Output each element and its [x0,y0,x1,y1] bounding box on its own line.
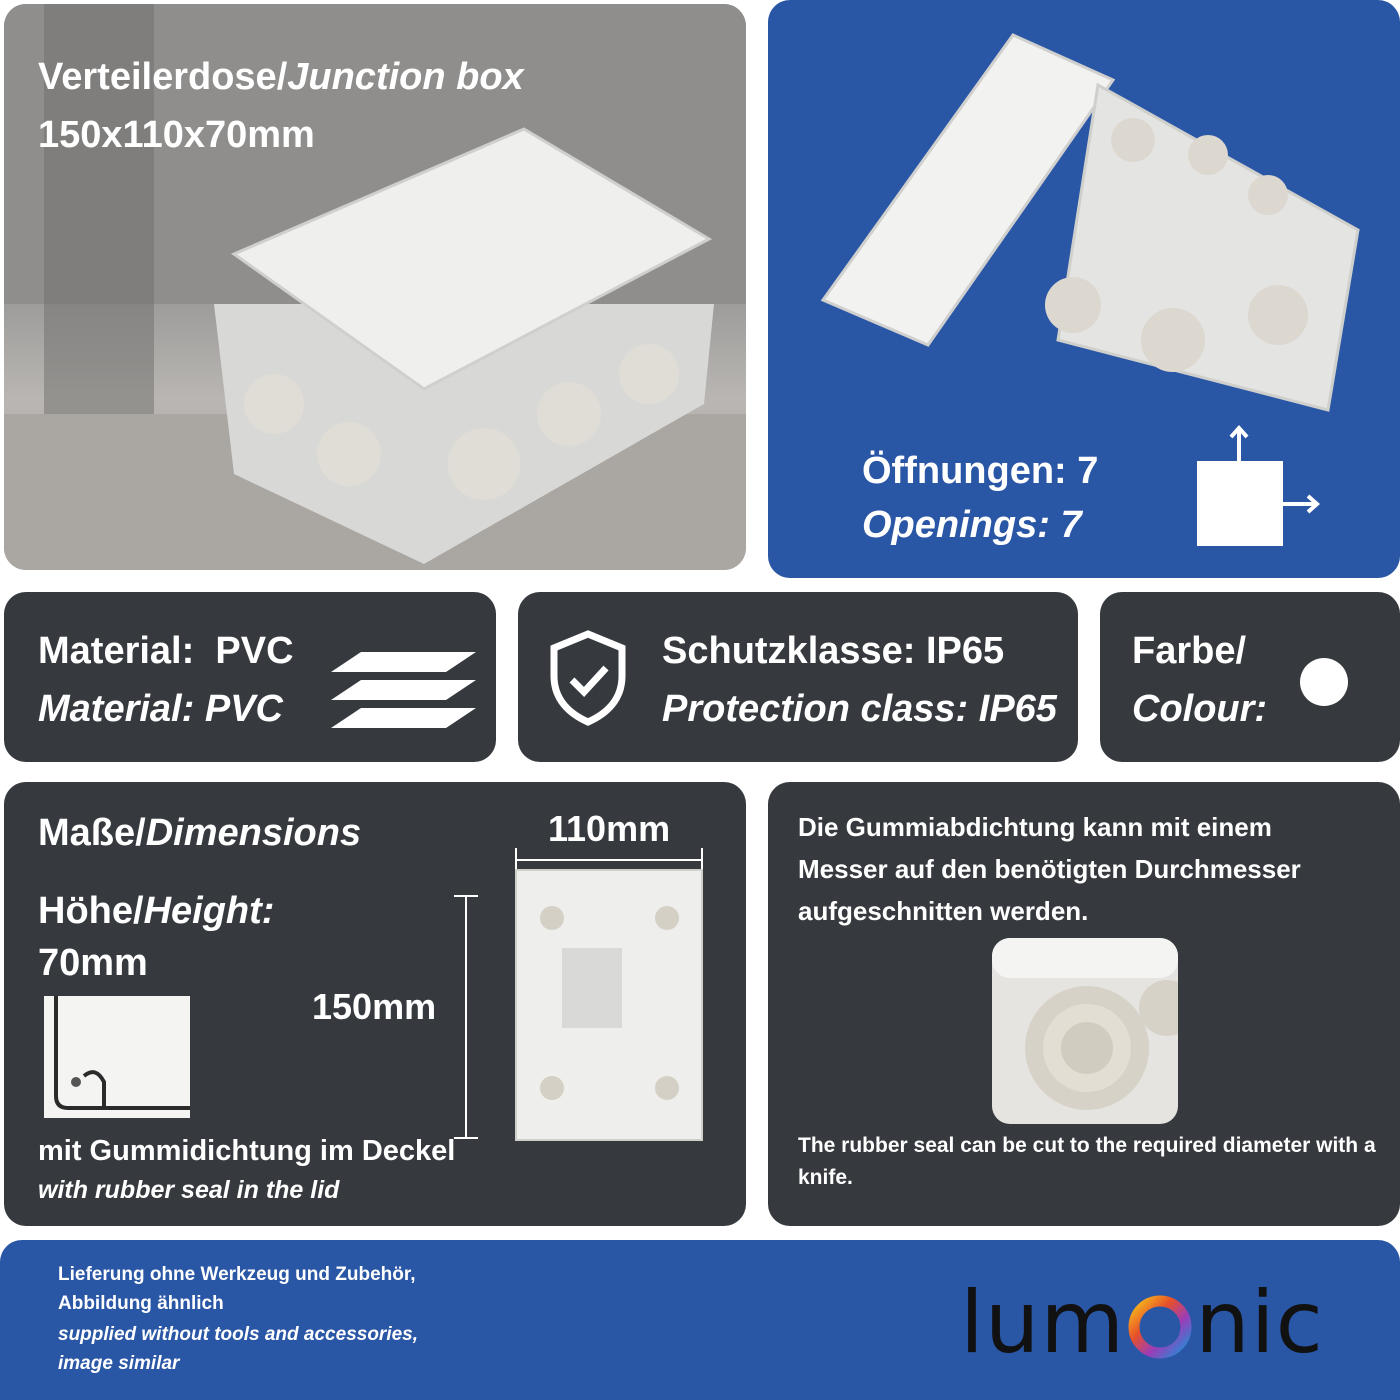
dimensions-title-en: Dimensions [145,812,362,854]
seal-info-de: Die Gummiabdichtung kann mit einem Messer auf den benötigten Durchmesser aufgeschnitten werden. [798,812,1301,926]
hero-title [38,48,524,106]
brand-logo [960,1273,1324,1373]
brand-logo-pre: lum [960,1273,1126,1373]
width-value: 110mm [548,808,671,849]
material-label-de: Material: PVC [38,630,294,672]
openings-label-de: Öffnungen: 7 [862,450,1099,492]
layers-icon [326,632,486,732]
length-value: 150mm [312,986,437,1027]
hero-title-en: Junction box [287,56,524,98]
openings-panel [768,0,1400,578]
dimensions-panel [4,782,746,1226]
dimensions-title-de: Maße/ [38,812,146,854]
footer-line2-de: Abbildung ähnlich [58,1293,224,1314]
openings-label-en: Openings: 7 [862,504,1082,546]
colour-panel [1100,592,1400,762]
dimension-drawing [452,848,712,1148]
brand-o-icon [1127,1294,1193,1360]
colour-label-en: Colour: [1132,688,1268,730]
seal-caption-de: mit Gummidichtung im Deckel [38,1135,456,1167]
material-panel [4,592,496,762]
height-value: 70mm [38,942,148,984]
protection-label-en: Protection class: IP65 [662,688,1057,730]
protection-label-de: Schutzklasse: IP65 [662,630,1005,672]
protection-panel [518,592,1078,762]
height-label-de: Höhe/ [38,890,144,932]
hero-size: 150x110x70mm [38,114,315,156]
footer-panel [0,1240,1400,1400]
shield-check-icon [548,630,628,726]
colour-label-de: Farbe/ [1132,630,1247,672]
footer-line1-de: Lieferung ohne Werkzeug und Zubehör, [58,1264,416,1285]
seal-info-panel [768,782,1400,1226]
height-label-en: Height: [143,890,275,932]
material-label-en: Material: PVC [38,688,283,730]
seal-caption-en: with rubber seal in the lid [38,1176,340,1204]
seal-closeup-photo [992,938,1178,1124]
brand-logo-post: nic [1195,1273,1324,1373]
hero-panel [4,4,746,570]
footer-line2-en: image similar [58,1353,180,1374]
footer-line1-en: supplied without tools and accessories, [58,1324,419,1345]
seal-info-en: The rubber seal can be cut to the required diameter with a knife. [798,1134,1376,1189]
height-label [38,882,274,940]
dimensions-title [38,804,361,862]
colour-swatch-icon [1300,658,1348,706]
open-box-photo [768,0,1400,440]
hero-title-de: Verteilerdose/ [38,56,288,98]
box-arrows-icon [1188,424,1328,554]
lid-seal-photo [44,996,190,1118]
